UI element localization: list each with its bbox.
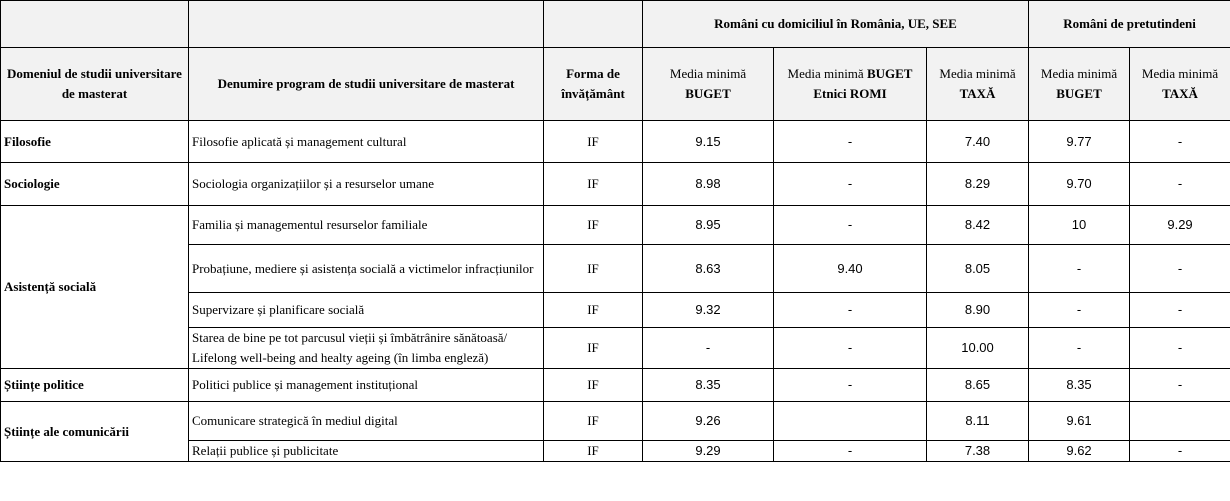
buget-cell: 8.98 [643, 163, 774, 206]
empty-header-cell [544, 1, 643, 48]
col-header-taxa-prefix: Media minimă [939, 66, 1016, 81]
form-cell: IF [544, 293, 643, 328]
empty-header-cell [1, 1, 189, 48]
col-header-domain: Domeniul de studii universitare de masterat [1, 48, 189, 121]
p-taxa-cell: - [1130, 369, 1230, 402]
col-header-p-taxa-prefix: Media minimă [1141, 66, 1219, 81]
roma-cell [774, 402, 927, 441]
domain-cell: Științe politice [1, 369, 189, 402]
table-row [1, 163, 1230, 206]
p-buget-cell: 8.35 [1029, 369, 1130, 402]
taxa-cell: 8.29 [927, 163, 1029, 206]
program-cell: Sociologia organizațiilor și a resurselor umane [189, 163, 544, 206]
p-buget-cell: 9.70 [1029, 163, 1130, 206]
col-header-buget-prefix: Media minimă [669, 66, 747, 81]
table-row [1, 121, 1230, 163]
group-header-row [1, 1, 1230, 48]
program-cell: Politici publice și management instituțional [189, 369, 544, 402]
empty-header-cell [189, 1, 544, 48]
col-header-buget-em: BUGET [685, 86, 731, 101]
form-cell: IF [544, 328, 643, 369]
col-header-p-taxa [1130, 48, 1230, 121]
roma-cell: - [774, 328, 927, 369]
buget-cell: 8.63 [643, 245, 774, 293]
taxa-cell: 8.42 [927, 206, 1029, 245]
col-header-p-buget-em: BUGET [1056, 86, 1102, 101]
program-cell: Starea de bine pe tot parcusul vieții și îmbătrânire sănătoasă/ Lifelong well-being and healty ageing (în limba engleză) [189, 328, 544, 369]
table-row [1, 206, 1230, 245]
p-buget-cell: 9.77 [1029, 121, 1130, 163]
col-header-p-buget-prefix: Media minimă [1040, 66, 1118, 81]
table-row [1, 369, 1230, 402]
roma-cell: - [774, 121, 927, 163]
roma-cell: 9.40 [774, 245, 927, 293]
form-cell: IF [544, 402, 643, 441]
group-header-pretutindeni: Români de pretutindeni [1029, 1, 1230, 48]
buget-cell: 9.15 [643, 121, 774, 163]
taxa-cell: 8.11 [927, 402, 1029, 441]
domain-cell: Sociologie [1, 163, 189, 206]
program-cell: Comunicare strategică în mediul digital [189, 402, 544, 441]
roma-cell: - [774, 206, 927, 245]
col-header-p-buget [1029, 48, 1130, 121]
taxa-cell: 7.38 [927, 441, 1029, 462]
buget-cell: - [643, 328, 774, 369]
taxa-cell: 8.65 [927, 369, 1029, 402]
taxa-cell: 8.90 [927, 293, 1029, 328]
column-header-row [1, 48, 1230, 121]
col-header-roma [774, 48, 927, 121]
col-header-roma-em: BUGET Etnici ROMI [813, 66, 913, 101]
program-cell: Familia și managementul resurselor familiale [189, 206, 544, 245]
p-buget-cell: - [1029, 245, 1130, 293]
taxa-cell: 7.40 [927, 121, 1029, 163]
p-buget-cell: 9.61 [1029, 402, 1130, 441]
roma-cell: - [774, 441, 927, 462]
col-header-taxa-em: TAXĂ [959, 86, 996, 101]
p-buget-cell: 9.62 [1029, 441, 1130, 462]
col-header-buget [643, 48, 774, 121]
col-header-taxa [927, 48, 1029, 121]
p-taxa-cell [1130, 402, 1230, 441]
p-taxa-cell: - [1130, 441, 1230, 462]
p-taxa-cell: - [1130, 163, 1230, 206]
roma-cell: - [774, 293, 927, 328]
program-cell: Probațiune, mediere și asistența socială a victimelor infracțiunilor [189, 245, 544, 293]
p-taxa-cell: - [1130, 328, 1230, 369]
domain-cell: Științe ale comunicării [1, 402, 189, 462]
buget-cell: 9.32 [643, 293, 774, 328]
domain-cell: Asistență socială [1, 206, 189, 369]
col-header-form: Forma de învățământ [544, 48, 643, 121]
p-taxa-cell: 9.29 [1130, 206, 1230, 245]
program-cell: Relații publice și publicitate [189, 441, 544, 462]
form-cell: IF [544, 121, 643, 163]
p-taxa-cell: - [1130, 293, 1230, 328]
buget-cell: 9.26 [643, 402, 774, 441]
taxa-cell: 10.00 [927, 328, 1029, 369]
form-cell: IF [544, 206, 643, 245]
buget-cell: 9.29 [643, 441, 774, 462]
program-cell: Filosofie aplicată și management cultural [189, 121, 544, 163]
roma-cell: - [774, 369, 927, 402]
p-buget-cell: - [1029, 293, 1130, 328]
p-taxa-cell: - [1130, 121, 1230, 163]
group-header-romania: Români cu domiciliul în România, UE, SEE [643, 1, 1029, 48]
form-cell: IF [544, 163, 643, 206]
p-taxa-cell: - [1130, 245, 1230, 293]
col-header-roma-prefix: Media minimă [787, 66, 864, 81]
program-cell: Supervizare și planificare socială [189, 293, 544, 328]
buget-cell: 8.95 [643, 206, 774, 245]
col-header-p-taxa-em: TAXĂ [1162, 86, 1198, 101]
buget-cell: 8.35 [643, 369, 774, 402]
col-header-program: Denumire program de studii universitare de masterat [189, 48, 544, 121]
table-row [1, 402, 1230, 441]
p-buget-cell: 10 [1029, 206, 1130, 245]
domain-cell: Filosofie [1, 121, 189, 163]
taxa-cell: 8.05 [927, 245, 1029, 293]
form-cell: IF [544, 369, 643, 402]
p-buget-cell: - [1029, 328, 1130, 369]
form-cell: IF [544, 245, 643, 293]
roma-cell: - [774, 163, 927, 206]
form-cell: IF [544, 441, 643, 462]
